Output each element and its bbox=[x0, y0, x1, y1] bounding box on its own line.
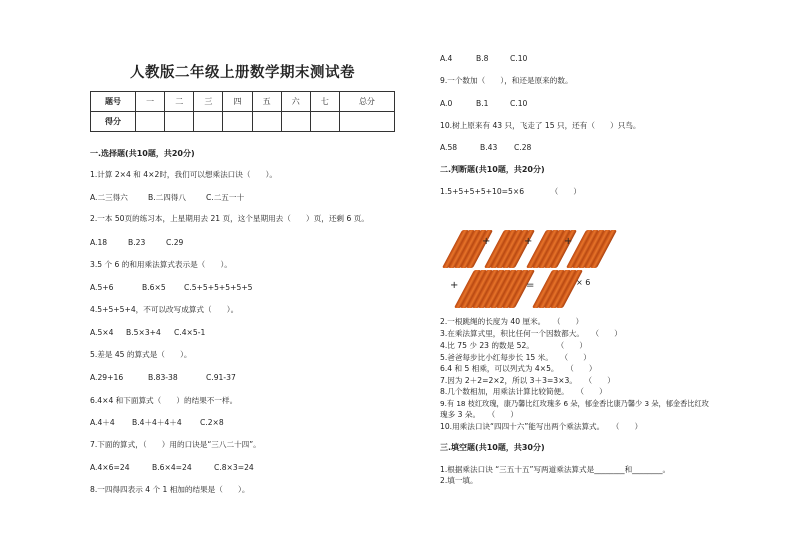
judgment-item: 瑰多 3 朵。 （ ） bbox=[440, 410, 518, 419]
judgment-item: 3.在乘法算式里，积比任何一个因数都大。 （ ） bbox=[440, 329, 622, 338]
question-options bbox=[90, 418, 224, 428]
option: A.5+6 bbox=[90, 283, 114, 292]
stick-bundle bbox=[566, 230, 604, 270]
option: B.6×4=24 bbox=[152, 463, 192, 472]
question-text: 9.一个数加（ ），和还是原来的数。 bbox=[440, 76, 573, 85]
score-cell: 总分 bbox=[339, 92, 394, 112]
plus-sign: + bbox=[450, 280, 459, 291]
score-cell: 题号 bbox=[91, 92, 136, 112]
score-cell: 四 bbox=[223, 92, 252, 112]
stick-bundles-illustration-row2 bbox=[440, 268, 640, 308]
section-heading: 三.填空题(共10题，共30分) bbox=[440, 443, 545, 452]
question-options bbox=[440, 143, 531, 153]
question-options bbox=[90, 193, 244, 203]
plus-sign: + bbox=[482, 236, 491, 247]
option: C.91-37 bbox=[206, 373, 236, 382]
judgment-item: 1.5+5+5+5+10=5×6 （ ） bbox=[440, 187, 582, 196]
question-options bbox=[90, 373, 236, 383]
option: A.58 bbox=[440, 143, 458, 152]
judgment-item: 8.几个数相加，用乘法计算比较简便。 （ ） bbox=[440, 387, 607, 396]
option: C.29 bbox=[166, 238, 184, 247]
score-cell: 三 bbox=[194, 92, 223, 112]
option: B.4＋4＋4＋4 bbox=[132, 418, 182, 427]
option: A.18 bbox=[90, 238, 108, 247]
stick-bundle-large bbox=[452, 270, 535, 310]
score-table-score-row bbox=[91, 112, 395, 132]
question-text: 7.下面的算式，（ ）用的口诀是“三八二十四”。 bbox=[90, 440, 261, 449]
option: B.二四得八 bbox=[148, 193, 186, 202]
option: B.43 bbox=[480, 143, 498, 152]
score-blank-cell bbox=[223, 112, 252, 132]
judgment-item: 2.一根跳绳的长度为 40 厘米。 （ ） bbox=[440, 317, 584, 326]
judgment-item: 6.4 和 5 相乘，可以列式为 4×5。 （ ） bbox=[440, 364, 597, 373]
score-blank-cell bbox=[281, 112, 310, 132]
option: A.29+16 bbox=[90, 373, 124, 382]
judgment-item: 5.爸爸每步比小红每步长 15 米。 （ ） bbox=[440, 353, 591, 362]
score-cell: 六 bbox=[281, 92, 310, 112]
equals-sign: = bbox=[526, 280, 535, 291]
question-text: 1.计算 2×4 和 4×2时，我们可以想乘法口诀（ ）。 bbox=[90, 170, 278, 179]
question-text: 8.一四得四表示 4 个 1 相加的结果是（ ）。 bbox=[90, 485, 250, 494]
option: A.4 bbox=[440, 54, 453, 63]
score-blank-cell bbox=[165, 112, 194, 132]
option: A.5×4 bbox=[90, 328, 114, 337]
question-text: 10.树上原来有 43 只，飞走了 15 只，还有（ ）只鸟。 bbox=[440, 121, 641, 130]
stick-bundle bbox=[442, 230, 480, 270]
question-text: 2.一本 50页的练习本，上星期用去 21 页，这个星期用去（ ）页，还剩 6 页。 bbox=[90, 214, 369, 223]
question-text: 3.5 个 6 的和用乘法算式表示是（ ）。 bbox=[90, 260, 232, 269]
option: C.28 bbox=[514, 143, 532, 152]
score-blank-cell bbox=[339, 112, 394, 132]
question-options bbox=[90, 238, 183, 248]
score-cell: 七 bbox=[310, 92, 339, 112]
option: B.8 bbox=[476, 54, 489, 63]
option: B.6×5 bbox=[142, 283, 166, 292]
option: C.4×5-1 bbox=[174, 328, 206, 337]
question-options bbox=[90, 463, 254, 473]
fill-question: 1.根据乘法口诀 “三五十五”写两道乘法算式是________和________。 bbox=[440, 465, 671, 474]
score-blank-cell bbox=[310, 112, 339, 132]
option: C.5+5+5+5+5+5 bbox=[184, 283, 253, 292]
question-options bbox=[90, 328, 205, 338]
score-blank-cell bbox=[136, 112, 165, 132]
option: A.4×6=24 bbox=[90, 463, 130, 472]
question-text: 5.差是 45 的算式是（ ）。 bbox=[90, 350, 192, 359]
option: A.4＋4 bbox=[90, 418, 115, 427]
score-blank-cell bbox=[252, 112, 281, 132]
section-heading: 二.判断题(共10题，共20分) bbox=[440, 165, 545, 174]
score-blank-cell bbox=[194, 112, 223, 132]
option: A.0 bbox=[440, 99, 453, 108]
score-table bbox=[90, 91, 395, 132]
option: B.83-38 bbox=[148, 373, 178, 382]
plus-sign: + bbox=[564, 236, 573, 247]
score-cell: 五 bbox=[252, 92, 281, 112]
plus-sign: + bbox=[524, 236, 533, 247]
score-table-header-row bbox=[91, 92, 395, 112]
score-cell: 得分 bbox=[91, 112, 136, 132]
option: B.5×3+4 bbox=[126, 328, 161, 337]
option: C.10 bbox=[510, 99, 528, 108]
section-heading: 一.选择题(共10题，共20分) bbox=[90, 149, 195, 158]
judgment-item: 4.比 75 少 23 的数是 52。 （ ） bbox=[440, 341, 588, 350]
stick-bundle bbox=[484, 230, 522, 270]
judgment-item: 7.因为 2＋2=2×2，所以 3＋3=3×3。 （ ） bbox=[440, 376, 615, 385]
question-text: 6.4×4 和下面算式（ ）的结果不一样。 bbox=[90, 396, 238, 405]
judgment-item: 9.有 18 枝红玫瑰，康乃馨比红玫瑰多 6 朵，郁金香比康乃馨少 3 朵，郁金香比红玫 bbox=[440, 399, 709, 408]
option: A.二三得六 bbox=[90, 193, 128, 202]
score-cell: 二 bbox=[165, 92, 194, 112]
stick-bundle bbox=[532, 270, 576, 310]
times-label: × 6 bbox=[576, 278, 591, 287]
option: C.10 bbox=[510, 54, 528, 63]
option: C.8×3=24 bbox=[214, 463, 254, 472]
option: C.二五一十 bbox=[206, 193, 245, 202]
judgment-item: 10.用乘法口诀“四四十六”能写出两个乘法算式。 （ ） bbox=[440, 422, 643, 431]
option: C.2×8 bbox=[200, 418, 224, 427]
question-options bbox=[440, 99, 527, 109]
score-cell: 一 bbox=[136, 92, 165, 112]
page-title: 人教版二年级上册数学期末测试卷 bbox=[130, 65, 355, 81]
question-text: 4.5+5+5+4，不可以改写成算式（ ）。 bbox=[90, 305, 239, 314]
question-options bbox=[440, 54, 527, 64]
fill-question: 2.填一填。 bbox=[440, 476, 478, 485]
question-options bbox=[90, 283, 253, 293]
option: B.1 bbox=[476, 99, 489, 108]
stick-bundle bbox=[526, 230, 564, 270]
option: B.23 bbox=[128, 238, 146, 247]
